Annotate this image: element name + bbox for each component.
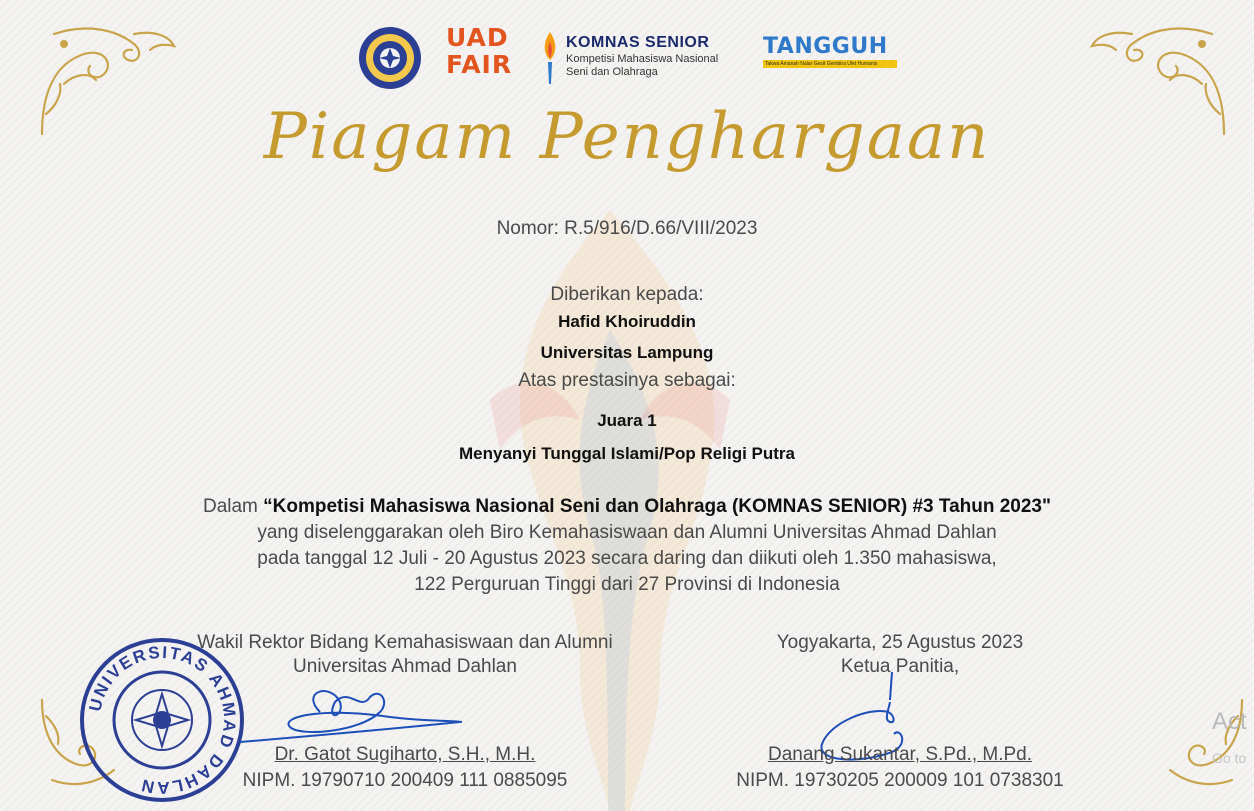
right-position: Ketua Panitia, (840, 656, 960, 677)
recipient-institution: Universitas Lampung (540, 343, 714, 362)
tangguh-title: TANGGUH (763, 34, 888, 59)
left-position-line-2: Universitas Ahmad Dahlan (293, 656, 517, 677)
activate-windows-subtext: Go to (1212, 750, 1247, 766)
certificate-number: Nomor: R.5/916/D.66/VIII/2023 (496, 218, 758, 239)
right-place-date: Yogyakarta, 25 Agustus 2023 (776, 632, 1024, 653)
torch-icon (538, 30, 562, 86)
logo-row (358, 18, 918, 88)
left-position-line-1: Wakil Rektor Bidang Kemahasiswaan dan Alumni (197, 632, 613, 653)
rank: Juara 1 (597, 411, 657, 430)
uad-fair-logo (446, 24, 516, 88)
left-signatory-name: Dr. Gatot Sugiharto, S.H., M.H. (274, 744, 536, 765)
uad-seal-logo (358, 26, 422, 90)
stamp-ring-text: UNIVERSITAS AHMAD DAHLAN (85, 642, 240, 798)
date-line: pada tanggal 12 Juli - 20 Agustus 2023 secara daring dan diikuti oleh 1.350 mahasiswa, (257, 548, 997, 569)
komnas-sub-2: Seni dan Olahraga (566, 66, 658, 78)
right-signatory-name: Danang Sukantar, S.Pd., M.Pd. (767, 744, 1033, 765)
event-line (0, 496, 1254, 518)
komnas-senior-logo (538, 28, 748, 90)
right-signatory-name-block (690, 744, 1110, 792)
komnas-sub-1: Kompetisi Mahasiswa Nasional (566, 53, 719, 65)
komnas-subtitle (566, 53, 718, 79)
event-prefix: Dalam (202, 496, 258, 517)
event-name: “Kompetisi Mahasiswa Nasional Seni dan Olahraga (KOMNAS SENIOR) #3 Tahun 2023" (263, 496, 1052, 517)
komnas-title: KOMNAS SENIOR (566, 34, 710, 51)
achievement-label: Atas prestasinya sebagai: (518, 370, 736, 391)
recipient-name: Hafid Khoiruddin (558, 312, 696, 331)
organizer-line: yang diselenggarakan oleh Biro Kemahasiswaan dan Alumni Universitas Ahmad Dahlan (257, 522, 997, 543)
left-signatory-nipm: NIPM. 19790710 200409 111 0885095 (242, 770, 568, 791)
fair-line-2: FAIR (446, 50, 513, 79)
tangguh-tagline: Takwa Amanah Nalar Gesit Gembira Ulet Humanis (763, 60, 897, 68)
left-signatory-name-block (150, 744, 660, 792)
right-signatory-nipm: NIPM. 19730205 200009 101 0738301 (736, 770, 1064, 791)
activate-windows-text: Act (1212, 708, 1247, 735)
scope-line: 122 Perguruan Tinggi dari 27 Provinsi di Indonesia (414, 574, 840, 595)
given-to-label: Diberikan kepada: (550, 284, 704, 305)
flame-watermark (430, 170, 790, 811)
corner-ornament-bottom-right (1150, 690, 1250, 800)
category: Menyanyi Tunggal Islami/Pop Religi Putra (459, 444, 795, 463)
certificate-title: Piagam Penghargaan (263, 100, 991, 174)
fair-line-1: UAD (446, 23, 509, 52)
tangguh-logo (763, 34, 903, 74)
